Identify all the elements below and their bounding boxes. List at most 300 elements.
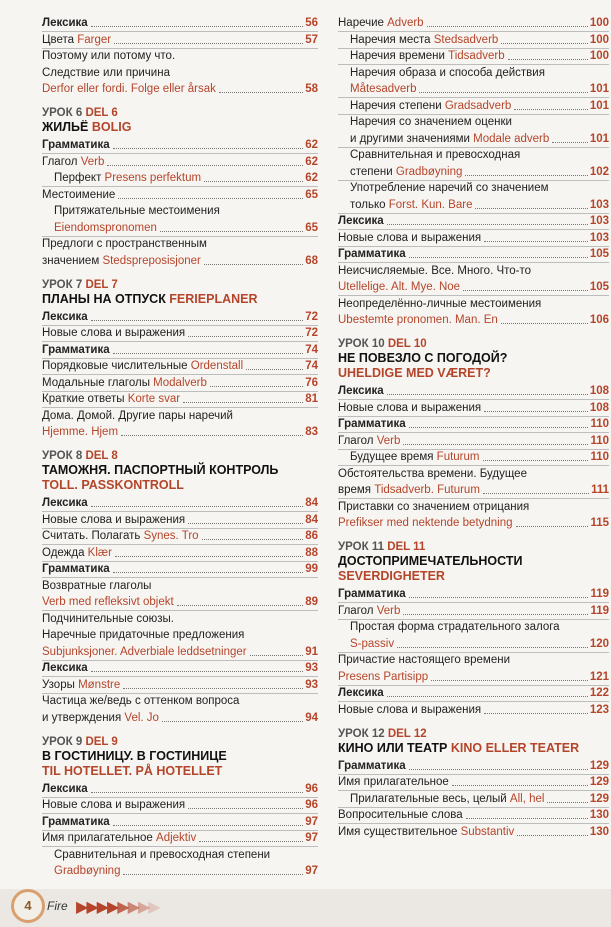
toc-entry[interactable]	[338, 16, 609, 30]
page-number: 81	[305, 393, 318, 405]
toc-entry[interactable]	[338, 604, 609, 618]
toc-entry[interactable]	[338, 231, 609, 245]
arrow-icon: ▶	[76, 899, 87, 916]
lesson-del: DEL 8	[85, 450, 118, 462]
entry-title	[350, 450, 480, 464]
toc-entry[interactable]	[338, 148, 609, 162]
entry-title	[42, 595, 174, 609]
lesson-title-no: FERIEPLANER	[169, 291, 258, 306]
toc-entry[interactable]	[338, 66, 609, 80]
toc-entry[interactable]	[42, 782, 318, 796]
toc-entry[interactable]	[42, 310, 318, 324]
toc-entry[interactable]	[42, 798, 318, 812]
page-number: 129	[589, 759, 609, 772]
entry-text-ru: Новые слова и выражения	[338, 703, 482, 716]
page-number: 83	[305, 426, 318, 438]
toc-entry[interactable]	[42, 138, 318, 152]
entry-text-no: Tidsadverb	[448, 50, 505, 62]
toc-entry[interactable]	[338, 264, 609, 278]
toc-entry[interactable]	[338, 198, 609, 212]
lesson-title	[42, 749, 318, 764]
toc-left-column	[42, 16, 318, 881]
lesson-label: УРОК 10	[338, 338, 388, 350]
page-number: 97	[305, 815, 318, 828]
toc-entry[interactable]	[338, 792, 609, 806]
dot-leader	[91, 320, 304, 321]
entry-title	[42, 392, 180, 406]
entry-title	[42, 425, 118, 439]
entry-title	[338, 808, 463, 822]
entry-title	[42, 612, 174, 626]
entry-title	[350, 620, 560, 634]
entry-text-ru: Новые слова и выражения	[338, 231, 482, 244]
entry-text-ru: значением	[42, 254, 103, 267]
page-number: 58	[305, 83, 318, 95]
page-number: 99	[305, 563, 318, 575]
toc-entry[interactable]	[42, 155, 318, 169]
toc-entry[interactable]	[42, 831, 318, 845]
toc-entry[interactable]	[42, 392, 318, 406]
toc-entry[interactable]	[338, 653, 609, 667]
page-number: 100	[589, 17, 609, 29]
toc-entry[interactable]	[338, 33, 609, 47]
entry-text-no: Gradbøyning	[395, 165, 463, 178]
lesson-title-no	[338, 366, 609, 381]
toc-entry[interactable]	[42, 562, 318, 576]
page-number: 130	[589, 809, 609, 821]
toc-entry[interactable]	[42, 546, 318, 560]
dot-leader	[123, 688, 303, 689]
entry-text-ru: Имя прилагательное	[42, 832, 157, 844]
entry-title	[42, 546, 112, 560]
entry-text-ru: Сравнительная и превосходная	[350, 149, 521, 161]
page-number: 97	[305, 832, 318, 844]
page-number: 72	[305, 327, 318, 339]
dot-leader	[409, 257, 588, 258]
lesson-title-ru: В ГОСТИНИЦУ. В ГОСТИНИЦЕ	[42, 748, 227, 763]
entry-text-no: Verb	[376, 434, 401, 447]
entry-text-ru: Наречия времени	[350, 50, 449, 62]
entry-title	[350, 181, 549, 195]
entry-text-ru: Грамматика	[42, 563, 110, 575]
toc-entry[interactable]	[42, 661, 318, 675]
lesson-label: УРОК 7	[42, 278, 86, 291]
dot-leader	[387, 394, 588, 395]
entry-title	[54, 204, 220, 218]
entry-title	[42, 645, 247, 659]
toc-entry[interactable]	[42, 409, 318, 423]
entry-text-ru: степени	[350, 165, 396, 178]
entry-text-no: Presens perfektum	[104, 172, 202, 184]
dot-leader	[188, 523, 303, 524]
lesson-del: DEL 11	[387, 541, 426, 553]
toc-entry[interactable]	[338, 450, 609, 464]
toc-entry[interactable]	[42, 171, 318, 185]
entry-text-ru: Обстоятельства времени. Будущее	[338, 467, 527, 480]
entry-title	[350, 198, 472, 212]
entry-text-ru: Порядковые числительные	[42, 360, 191, 372]
toc-entry[interactable]	[42, 496, 318, 510]
lesson-label: УРОК 11	[338, 541, 388, 553]
toc-entry[interactable]	[338, 516, 609, 530]
entry-text-ru: Будущее время	[350, 451, 437, 463]
toc-entry[interactable]	[42, 595, 318, 609]
toc-entry[interactable]	[42, 237, 318, 251]
entry-title	[42, 138, 110, 152]
entry-text-no: Hjemme. Hjem	[42, 426, 119, 438]
toc-entry[interactable]	[338, 115, 609, 129]
entry-text-ru: Наречные придаточные предложения	[42, 629, 245, 641]
entry-text-ru: Подчинительные союзы.	[42, 612, 175, 625]
entry-text-ru: Новые слова и выражения	[42, 513, 186, 526]
lesson-title-no	[42, 764, 318, 779]
dot-leader	[114, 43, 303, 44]
dot-leader	[91, 671, 304, 672]
entry-title	[42, 529, 199, 543]
page-number: 101	[589, 99, 609, 112]
lesson-title-ru: КИНО ИЛИ ТЕАТР	[338, 740, 451, 755]
lesson-title-no: BOLIG	[91, 120, 132, 134]
page-number: 96	[305, 799, 318, 811]
entry-text-no: Måtesadverb	[350, 83, 417, 95]
toc-entry[interactable]	[338, 703, 609, 717]
lesson-del: DEL 12	[387, 727, 427, 740]
entry-text-ru: только	[350, 198, 389, 211]
toc-entry[interactable]	[338, 82, 609, 96]
toc-entry[interactable]	[338, 670, 609, 684]
page-number: 56	[305, 17, 318, 29]
lesson-number	[42, 278, 318, 292]
toc-entry[interactable]	[338, 313, 609, 327]
toc-entry[interactable]	[42, 711, 318, 725]
entry-text-no: Eiendomspronomen	[54, 221, 157, 234]
lesson-title-ru: ТАМОЖНЯ. ПАСПОРТНЫЙ КОНТРОЛЬ	[42, 463, 279, 477]
dot-leader	[552, 142, 588, 143]
entry-text-ru: Имя существительное	[338, 825, 461, 838]
dot-leader	[183, 402, 303, 403]
entry-text-ru: Употребление наречий со значением	[350, 182, 549, 194]
page-number: 91	[305, 645, 318, 658]
toc-entry[interactable]	[42, 645, 318, 659]
entry-title	[42, 661, 88, 675]
page-number: 120	[589, 637, 609, 650]
entry-title	[42, 815, 110, 829]
entry-text-no: Tidsadverb. Futurum	[374, 484, 480, 496]
entry-text-ru: Дома. Домой. Другие пары наречий	[42, 409, 233, 422]
dot-leader	[409, 769, 588, 770]
toc-entry[interactable]	[338, 214, 609, 228]
entry-text-no: Modalverb	[153, 376, 207, 389]
toc-entry[interactable]	[338, 132, 609, 146]
page-number: 89	[305, 596, 318, 608]
dot-leader	[210, 386, 303, 387]
toc-entry[interactable]	[42, 343, 318, 357]
entry-text-ru: Простая форма страдательного залога	[350, 621, 560, 633]
entry-text-ru: Имя прилагательное	[338, 776, 449, 788]
toc-entry[interactable]	[42, 678, 318, 692]
dot-leader	[409, 597, 589, 598]
page-number: 93	[305, 662, 318, 674]
toc-entry[interactable]	[42, 425, 318, 439]
toc-entry[interactable]	[42, 33, 318, 47]
page-number: 88	[305, 546, 318, 559]
toc-entry[interactable]	[338, 467, 609, 481]
page-number: 110	[590, 451, 609, 463]
entry-title	[350, 637, 394, 651]
entry-text-ru: Лексика	[338, 687, 384, 699]
lesson-title	[338, 351, 609, 366]
dot-leader	[463, 290, 588, 291]
toc-entry[interactable]	[338, 775, 609, 789]
entry-text-ru: Лексика	[42, 782, 88, 795]
entry-text-ru: Лексика	[42, 17, 88, 29]
entry-text-no: Ordenstall	[190, 360, 244, 372]
entry-title	[338, 280, 460, 294]
dot-leader	[115, 556, 303, 557]
entry-text-ru: Цвета	[42, 33, 78, 46]
entry-title	[42, 694, 239, 708]
entry-text-ru: Считать. Полагать	[42, 530, 144, 542]
lesson-title	[42, 463, 318, 478]
toc-entry[interactable]	[42, 529, 318, 543]
entry-text-no: Gradsadverb	[444, 99, 512, 112]
toc-entry[interactable]	[42, 204, 318, 218]
entry-title	[54, 171, 201, 185]
page-number: 84	[305, 497, 318, 509]
dot-leader	[202, 539, 304, 540]
entry-text-no: Mønstre	[78, 678, 121, 691]
lesson-del: DEL 9	[85, 735, 118, 748]
toc-entry[interactable]	[338, 620, 609, 634]
toc-entry[interactable]	[42, 82, 318, 96]
toc-entry[interactable]	[338, 99, 609, 113]
entry-text-ru: Глагол	[338, 434, 377, 447]
dot-leader	[123, 874, 303, 875]
toc-entry[interactable]	[338, 483, 609, 497]
toc-entry[interactable]	[42, 579, 318, 593]
toc-entry[interactable]	[42, 694, 318, 708]
lesson-title-no	[42, 478, 318, 493]
toc-entry[interactable]	[338, 808, 609, 822]
dot-leader	[547, 802, 587, 803]
page-number: 102	[589, 165, 609, 178]
toc-entry[interactable]	[42, 815, 318, 829]
entry-text-ru: Предлоги с пространственным	[42, 238, 207, 250]
toc-entry[interactable]	[338, 686, 609, 700]
toc-entry[interactable]	[42, 628, 318, 642]
lesson-header	[42, 106, 318, 135]
page-number: 101	[589, 83, 609, 95]
page-number: 94	[305, 711, 318, 724]
entry-text-no: Vel. Jo	[124, 711, 159, 724]
page-number: 86	[305, 530, 318, 542]
entry-text-no: Presens Partisipp	[338, 670, 429, 683]
page-number: 105	[589, 281, 609, 293]
toc-entry[interactable]	[42, 16, 318, 30]
entry-title	[42, 359, 243, 373]
entry-text-no: Subjunksjoner. Adverbiale leddsetninger	[42, 645, 247, 658]
entry-title	[54, 848, 270, 862]
entry-title	[42, 310, 88, 324]
entry-text-ru: Наречия со значением оценки	[350, 116, 512, 128]
lesson-del: DEL 10	[387, 338, 427, 350]
toc-entry[interactable]	[42, 326, 318, 340]
entry-text-ru: Лексика	[338, 215, 384, 227]
entry-text-ru: Глагол	[42, 155, 81, 168]
lesson-title-ru: ЖИЛЬЁ	[42, 120, 92, 134]
dot-leader	[516, 526, 589, 527]
page-number: 65	[305, 188, 318, 201]
page-number: 84	[305, 513, 318, 526]
dot-leader	[113, 148, 304, 149]
entry-text-no: Substantiv	[460, 825, 515, 838]
entry-title	[42, 33, 111, 47]
entry-text-ru: Новые слова и выражения	[42, 799, 186, 811]
entry-text-ru: Притяжательные местоимения	[54, 205, 220, 217]
dot-leader	[484, 411, 588, 412]
entry-title	[42, 579, 151, 593]
entry-text-ru: Лексика	[42, 310, 88, 323]
entry-title	[338, 313, 498, 327]
lesson-title-ru: ДОСТОПРИМЕЧАТЕЛЬНОСТИ	[338, 554, 523, 568]
entry-title	[42, 831, 196, 845]
dot-leader	[91, 506, 304, 507]
toc-entry[interactable]	[338, 181, 609, 195]
page-number: 115	[590, 517, 609, 529]
dot-leader	[113, 572, 304, 573]
dot-leader	[484, 241, 588, 242]
lesson-header	[338, 540, 609, 584]
entry-text-ru: Перфект	[54, 172, 105, 184]
toc-entry[interactable]	[338, 401, 609, 415]
toc-entry[interactable]	[338, 637, 609, 651]
page-number: 123	[589, 703, 609, 716]
entry-title	[42, 49, 175, 63]
page-number: 96	[305, 782, 318, 795]
lesson-number	[338, 540, 609, 554]
entry-title	[338, 825, 514, 839]
lesson-title-no	[338, 569, 609, 584]
toc-entry[interactable]	[338, 280, 609, 294]
entry-text-no: All, hel	[509, 792, 545, 805]
page-number: 76	[305, 376, 318, 389]
arrow-icon: ▶	[137, 899, 149, 916]
dot-leader	[107, 165, 303, 166]
entry-title	[42, 496, 88, 510]
entry-text-ru: Лексика	[338, 385, 384, 397]
toc-entry[interactable]	[42, 66, 318, 80]
entry-title	[42, 237, 207, 251]
toc-entry[interactable]	[338, 587, 609, 601]
page-number: 74	[305, 360, 318, 372]
entry-text-ru: Грамматика	[42, 139, 110, 151]
dot-leader	[484, 713, 588, 714]
entry-text-no: Ubestemte pronomen. Man. En	[338, 314, 498, 326]
toc-entry[interactable]	[338, 49, 609, 63]
entry-title	[338, 587, 406, 601]
toc-entry[interactable]	[338, 759, 609, 773]
toc-entry[interactable]	[338, 247, 609, 261]
entry-text-ru: Глагол	[338, 604, 377, 617]
toc-entry[interactable]	[42, 612, 318, 626]
toc-entry[interactable]	[42, 848, 318, 862]
entry-title	[42, 513, 185, 527]
page-number: 65	[305, 221, 318, 234]
entry-text-no: Synes. Tro	[143, 530, 199, 542]
page-footer	[0, 889, 611, 927]
lesson-title-no-text: TIL HOTELLET. PÅ HOTELLET	[42, 763, 223, 778]
entry-text-ru: Следствие или причина	[42, 66, 170, 79]
toc-entry[interactable]	[42, 221, 318, 235]
entry-title	[350, 66, 545, 80]
toc-entry[interactable]	[338, 500, 609, 514]
dot-leader	[250, 655, 304, 656]
entry-text-no: Derfor eller fordi. Folge eller årsak	[42, 83, 216, 95]
toc-entry[interactable]	[338, 384, 609, 398]
dot-leader	[160, 231, 303, 232]
page-number: 57	[305, 33, 318, 46]
dot-leader	[475, 208, 587, 209]
entry-text-ru: Одежда	[42, 546, 88, 559]
toc-entry[interactable]	[42, 188, 318, 202]
page-number: 122	[589, 687, 609, 699]
toc-entry[interactable]	[338, 417, 609, 431]
entry-text-ru: Узоры	[42, 678, 79, 691]
page-number: 119	[590, 588, 609, 600]
entry-title	[338, 670, 428, 684]
lesson-number	[338, 337, 609, 351]
toc-entry[interactable]	[42, 359, 318, 373]
toc-entry[interactable]	[338, 297, 609, 311]
page-number: 68	[305, 254, 318, 267]
page-number: 110	[590, 434, 609, 447]
lesson-title-no-text: SEVERDIGHETER	[338, 569, 445, 583]
entry-text-ru: и утверждения	[42, 711, 125, 724]
entry-text-no: Verb med refleksivt objekt	[42, 596, 174, 608]
dot-leader	[397, 647, 588, 648]
entry-text-no: Klær	[87, 546, 112, 559]
dot-leader	[219, 92, 303, 93]
dot-leader	[91, 792, 304, 793]
dot-leader	[452, 785, 588, 786]
toc-entry[interactable]	[42, 49, 318, 63]
toc-entry[interactable]	[42, 513, 318, 527]
lesson-label: УРОК 8	[42, 450, 86, 462]
entry-title	[54, 864, 120, 878]
toc-entry[interactable]	[42, 376, 318, 390]
dot-leader	[113, 825, 304, 826]
entry-text-ru: Модальные глаголы	[42, 376, 154, 389]
entry-text-no: Korte svar	[127, 393, 181, 405]
dot-leader	[501, 43, 588, 44]
dot-leader	[466, 818, 588, 819]
dot-leader	[427, 26, 588, 27]
entry-text-ru: Наречия места	[350, 33, 434, 46]
toc-entry[interactable]	[338, 165, 609, 179]
entry-text-no: Stedspreposisjoner	[102, 254, 201, 267]
lesson-title-ru: ПЛАНЫ НА ОТПУСК	[42, 291, 170, 306]
lesson-header	[42, 278, 318, 307]
toc-entry[interactable]	[338, 434, 609, 448]
toc-entry[interactable]	[42, 864, 318, 878]
entry-title	[350, 99, 511, 113]
entry-text-ru: Грамматика	[338, 248, 406, 260]
entry-text-ru: Частица же/ведь с оттенком вопроса	[42, 695, 240, 707]
entry-text-no: Farger	[77, 33, 112, 46]
toc-entry[interactable]	[42, 254, 318, 268]
toc-entry[interactable]	[338, 825, 609, 839]
entry-text-ru: Причастие настоящего времени	[338, 654, 511, 666]
